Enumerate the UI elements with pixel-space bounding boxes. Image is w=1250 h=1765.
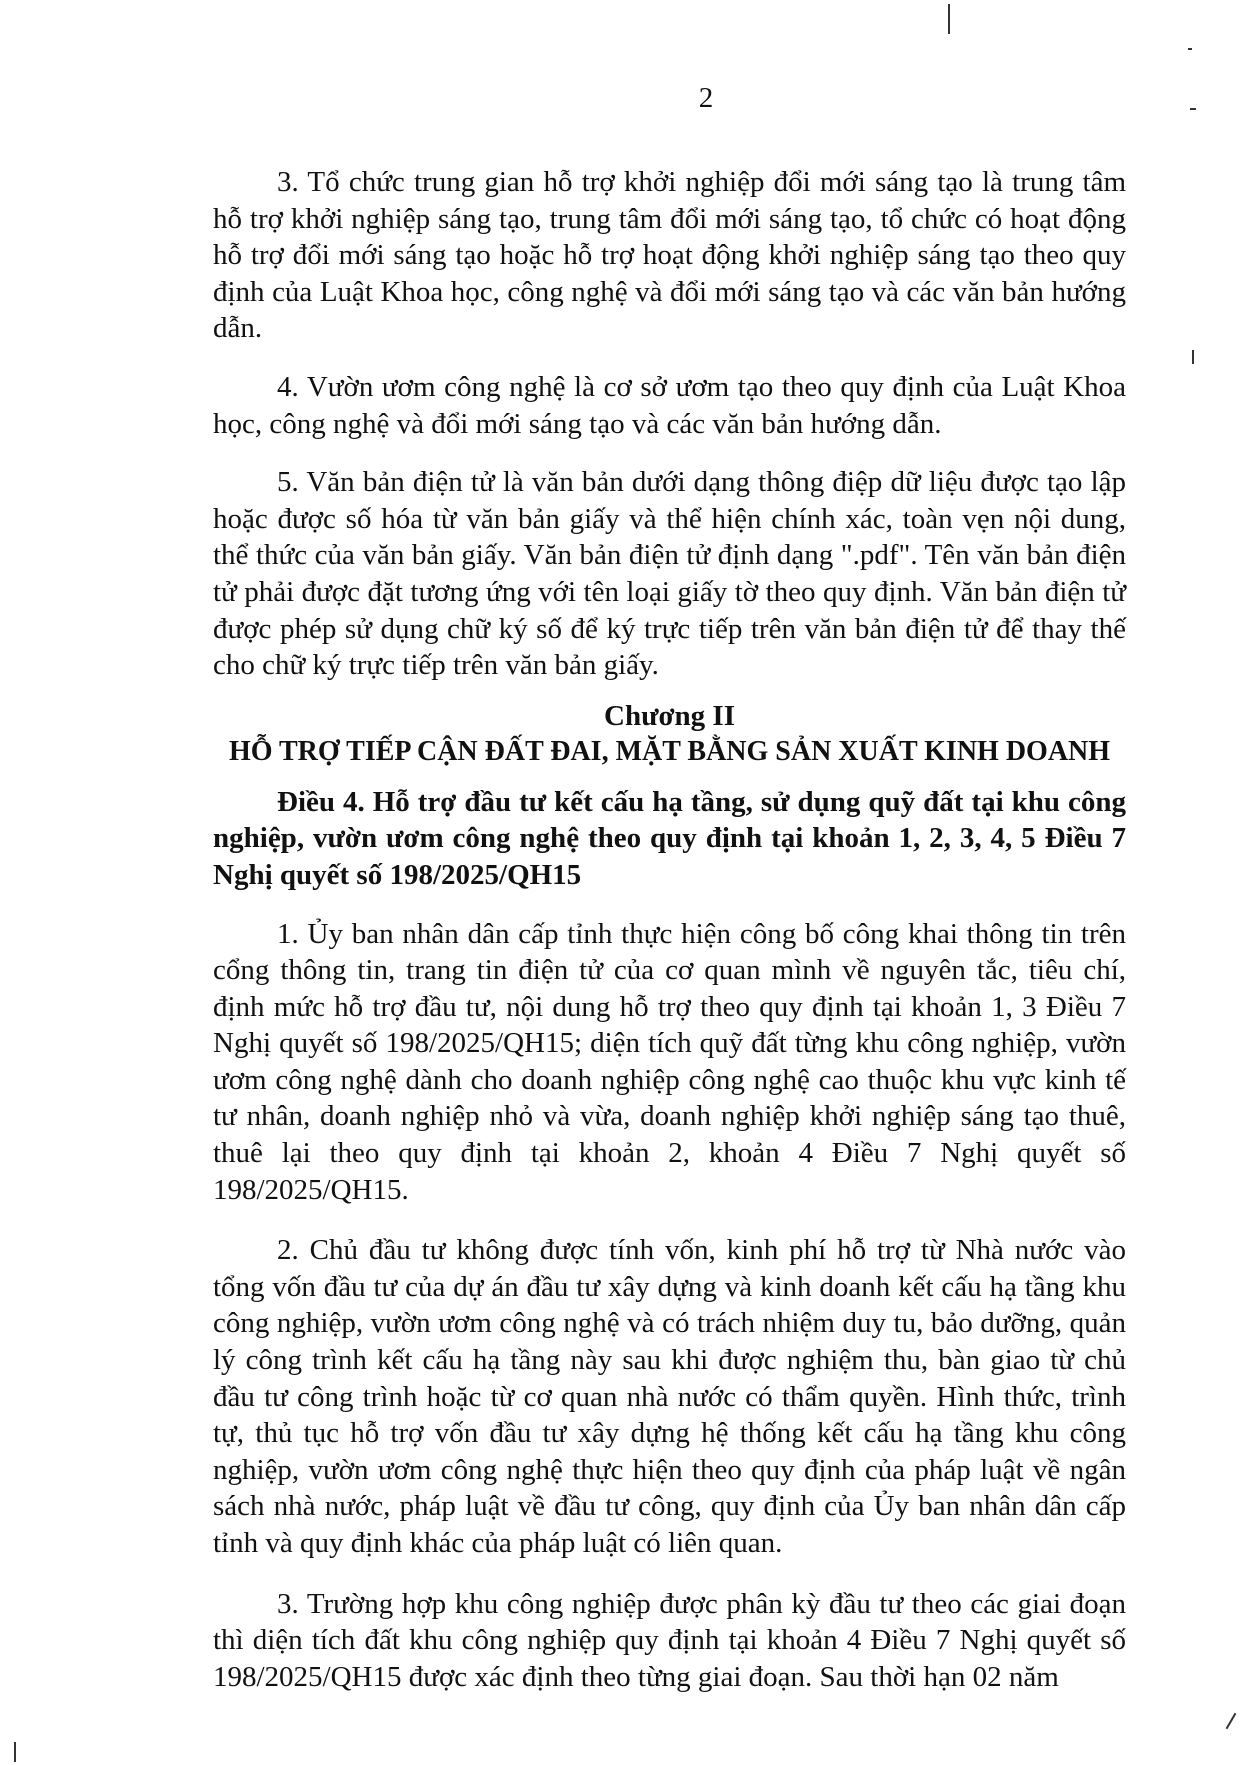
scan-artifact-mark (1226, 1713, 1237, 1730)
article-clause-2: 2. Chủ đầu tư không được tính vốn, kinh phí hỗ trợ từ Nhà nước vào tổng vốn đầu tư của dự án đầu tư xây dựng và kinh doanh kết cấu hạ tầng khu công nghiệp, vườn ươm công nghệ và có trách nhiệm duy tu, bảo dưỡng, quản lý công trình kết cấu hạ tầng này sau khi được nghiệm thu, bàn giao từ chủ đầu tư công trình hoặc từ cơ quan nhà nước có thẩm quyền. Hình thức, trình tự, thủ tục hỗ trợ vốn đầu tư xây dựng hệ thống kết cấu hạ tầng khu công nghiệp, vườn ươm công nghệ thực hiện theo quy định của pháp luật về ngân sách nhà nước, pháp luật về đầu tư công, quy định của Ủy ban nhân dân cấp tỉnh và quy định khác của pháp luật có liên quan. (213, 1234, 1126, 1559)
scan-artifact-mark (948, 4, 950, 34)
scan-artifact-mark (14, 1742, 16, 1762)
article-clause-3: 3. Trường hợp khu công nghiệp được phân kỳ đầu tư theo các giai đoạn thì diện tích đất khu công nghiệp quy định tại khoản 4 Điều 7 Nghị quyết số 198/2025/QH15 được xác định theo từng giai đoạn. Sau thời hạn 02 năm (213, 1587, 1126, 1693)
paragraph-5: 5. Văn bản điện tử là văn bản dưới dạng thông điệp dữ liệu được tạo lập hoặc được số hóa từ văn bản giấy và thể hiện chính xác, toàn vẹn nội dung, thể thức của văn bản giấy. Văn bản điện tử định dạng ".pdf". Tên văn bản điện tử phải được đặt tương ứng với tên loại giấy tờ theo quy định. Văn bản điện tử được phép sử dụng chữ ký số để ký trực tiếp trên văn bản điện tử để thay thế cho chữ ký trực tiếp trên văn bản giấy. (213, 466, 1126, 682)
chapter-heading: HỖ TRỢ TIẾP CẬN ĐẤT ĐAI, MẶT BẰNG SẢN XUẤT KINH DOANH (228, 735, 1111, 767)
scan-artifact-mark (1192, 350, 1194, 364)
document-body (213, 164, 1126, 1695)
chapter-title: Chương II (604, 699, 735, 732)
article-clause-1: 1. Ủy ban nhân dân cấp tỉnh thực hiện công bố công khai thông tin trên cổng thông tin, trang tin điện tử của cơ quan mình về nguyên tắc, tiêu chí, định mức hỗ trợ đầu tư, nội dung hỗ trợ theo quy định tại khoản 1, 3 Điều 7 Nghị quyết số 198/2025/QH15; diện tích quỹ đất từng khu công nghiệp, vườn ươm công nghệ dành cho doanh nghiệp công nghệ cao thuộc khu vực kinh tế tư nhân, doanh nghiệp nhỏ và vừa, doanh nghiệp khởi nghiệp sáng tạo thuê, thuê lại theo quy định tại khoản 2, khoản 4 Điều 7 Nghị quyết số 198/2025/QH15. (213, 917, 1126, 1206)
paragraph-3: 3. Tổ chức trung gian hỗ trợ khởi nghiệp đổi mới sáng tạo là trung tâm hỗ trợ khởi nghiệp sáng tạo, trung tâm đổi mới sáng tạo, tổ chức có hoạt động hỗ trợ đổi mới sáng tạo hoặc hỗ trợ hoạt động khởi nghiệp sáng tạo theo quy định của Luật Khoa học, công nghệ và đổi mới sáng tạo và các văn bản hướng dẫn. (213, 166, 1126, 345)
article-heading: Điều 4. Hỗ trợ đầu tư kết cấu hạ tầng, sử dụng quỹ đất tại khu công nghiệp, vườn ươm công nghệ theo quy định tại khoản 1, 2, 3, 4, 5 Điều 7 Nghị quyết số 198/2025/QH15 (213, 785, 1126, 891)
page-number: 2 (698, 82, 714, 114)
paragraph-4: 4. Vườn ươm công nghệ là cơ sở ươm tạo theo quy định của Luật Khoa học, công nghệ và đổi mới sáng tạo và các văn bản hướng dẫn. (213, 370, 1126, 440)
scan-artifact-mark (1188, 48, 1192, 50)
